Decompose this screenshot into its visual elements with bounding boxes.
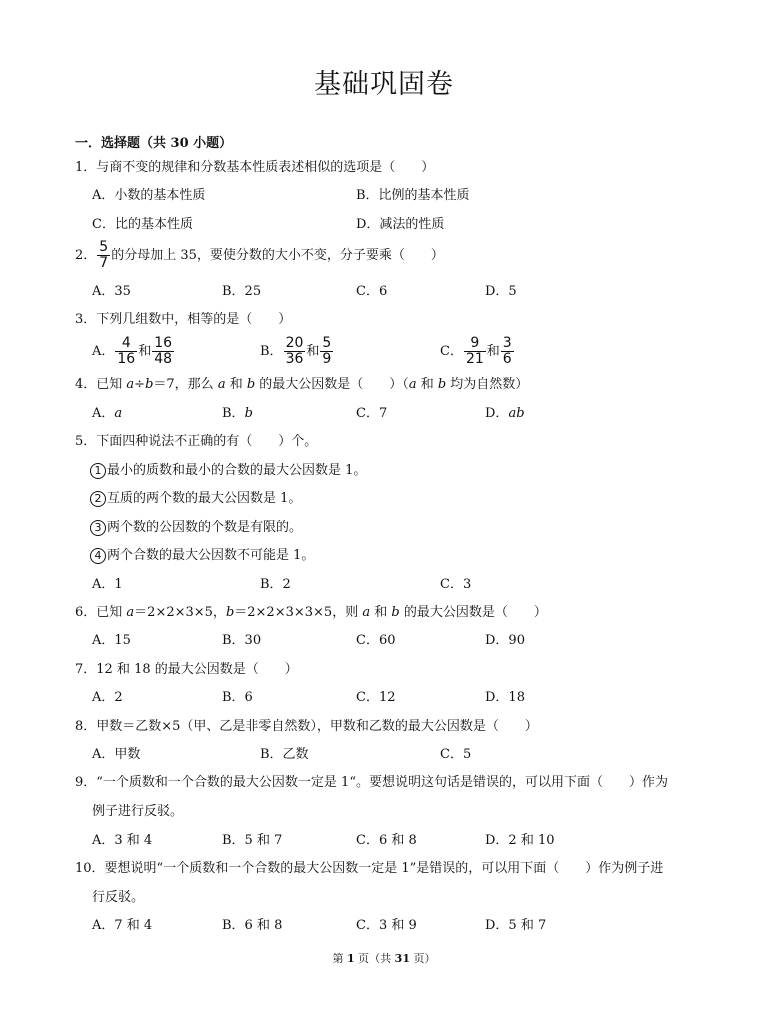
question-9-option-d: D．2 和 10	[485, 833, 555, 848]
text: 均为自然数）	[446, 377, 529, 392]
text: 和	[370, 605, 392, 620]
question-2-option-d: D．5	[485, 284, 517, 299]
circled-number: 1	[90, 463, 106, 479]
fraction	[464, 336, 486, 367]
option-label: A．	[92, 406, 115, 421]
text: ＝2×2×3×5，	[134, 605, 226, 620]
var-a: a	[217, 377, 226, 392]
question-5-statement-2	[90, 490, 301, 508]
question-6-stem	[75, 604, 547, 622]
question-7-option-d: D．18	[485, 690, 525, 705]
question-9-stem-line-1: 9．“一个质数和一个合数的最大公因数一定是 1“。要想说明这句话是错误的，可以用下面（ ）作为	[75, 775, 668, 790]
var-b: b	[145, 377, 154, 392]
question-5-option-c: C．3	[440, 577, 472, 592]
question-10-option-c: C．3 和 9	[356, 918, 417, 933]
question-8-option-a: A．甲数	[92, 747, 141, 762]
question-2-text: 的分母加上 35，要使分数的大小不变，分子要乘（ ）	[111, 248, 444, 263]
question-10-option-d: D．5 和 7	[485, 918, 547, 933]
question-4-stem	[75, 376, 528, 394]
question-2-stem	[75, 240, 444, 272]
numerator: 20	[285, 335, 304, 351]
var-b: b	[437, 377, 447, 392]
question-10-option-b: B．6 和 8	[222, 918, 283, 933]
question-5-statement-3	[90, 519, 302, 537]
question-1-option-d: D．减法的性质	[356, 217, 445, 232]
page-title: 基础巩固卷	[314, 69, 454, 100]
var-a: a	[126, 605, 135, 620]
var-b: b	[246, 377, 256, 392]
question-6-option-d: D．90	[485, 633, 525, 648]
denominator: 9	[322, 351, 332, 367]
question-2-option-c: C．6	[356, 284, 388, 299]
question-4-option-a	[92, 405, 122, 423]
numerator: 5	[322, 335, 332, 351]
question-4-option-c: C．7	[356, 406, 388, 421]
text: 的最大公因数是（ ）（	[255, 377, 409, 392]
divide-sign: ÷	[134, 377, 146, 392]
numerator: 5	[99, 239, 109, 255]
question-3-option-a	[92, 336, 175, 368]
denominator: 16	[117, 351, 136, 367]
question-3-option-b	[260, 336, 334, 368]
question-3-stem: 3．下列几组数中，相等的是（ ）	[75, 312, 292, 327]
question-10-option-a: A．7 和 4	[92, 918, 153, 933]
fraction	[115, 336, 137, 367]
var-a: a	[362, 605, 371, 620]
numerator: 4	[115, 336, 137, 352]
question-10-stem-line-2: 行反驳。	[92, 890, 145, 905]
numerator: 3	[502, 335, 512, 351]
question-1-stem: 1．与商不变的规律和分数基本性质表述相似的选项是（ ）	[75, 160, 435, 175]
text: 和	[416, 377, 438, 392]
statement-text: 两个数的公因数的个数是有限的。	[107, 520, 303, 535]
and-text: 和	[486, 344, 500, 359]
question-6-option-b: B．30	[222, 633, 262, 648]
question-2-option-b: B．25	[222, 284, 262, 299]
question-1-option-a: A．小数的基本性质	[92, 188, 206, 203]
question-5-statement-1	[90, 462, 366, 480]
text: ＝2×2×3×3×5，则	[234, 605, 363, 620]
option-label: B．	[260, 344, 283, 359]
question-6-option-c: C．60	[356, 633, 396, 648]
question-8-stem: 8．甲数＝乙数×5（甲、乙是非零自然数），甲数和乙数的最大公因数是（ ）	[75, 719, 538, 734]
question-6-option-a: A．15	[92, 633, 131, 648]
question-10-stem-line-1: 10．要想说明“一个质数和一个合数的最大公因数一定是 1”是错误的，可以用下面（ ）作为例子进	[75, 861, 664, 876]
circled-number: 4	[90, 548, 106, 564]
question-3-option-c	[440, 336, 515, 368]
question-9-stem-line-2: 例子进行反驳。	[92, 804, 184, 819]
question-4-option-b	[222, 405, 253, 423]
numerator: 16	[154, 335, 173, 351]
text: ＝7，那么	[153, 377, 218, 392]
fraction	[284, 336, 306, 367]
current-page: 1	[347, 952, 355, 965]
denominator: 36	[285, 351, 304, 367]
fraction	[320, 336, 333, 367]
question-9-option-c: C．6 和 8	[356, 833, 417, 848]
statement-text: 互质的两个数的最大公因数是 1。	[107, 491, 302, 506]
question-8-option-b: B．乙数	[260, 747, 309, 762]
question-5-option-b: B．2	[260, 577, 291, 592]
numerator: 9	[464, 336, 486, 352]
fraction	[152, 336, 174, 367]
question-8-option-c: C．5	[440, 747, 472, 762]
question-9-option-b: B．5 和 7	[222, 833, 283, 848]
text: 页（共	[354, 952, 395, 965]
question-5-statement-4	[90, 547, 314, 565]
text: 的最大公因数是（ ）	[399, 605, 547, 620]
text: 页）	[409, 952, 436, 965]
question-4-option-d	[485, 405, 525, 423]
total-pages: 31	[394, 952, 410, 965]
var-b: b	[225, 605, 235, 620]
question-5-stem: 5．下面四种说法不正确的有（ ）个。	[75, 434, 318, 449]
question-7-option-c: C．12	[356, 690, 396, 705]
text: 4．已知	[75, 377, 127, 392]
text: 和	[225, 377, 247, 392]
option-value: ab	[508, 406, 525, 421]
denominator: 48	[154, 351, 173, 367]
option-label: B．	[222, 406, 245, 421]
page-footer	[0, 950, 768, 966]
text: 6．已知	[75, 605, 127, 620]
question-5-option-a: A．1	[92, 577, 123, 592]
section-heading: 一．选择题（共 30 小题）	[75, 136, 233, 151]
question-1-option-b: B．比例的基本性质	[356, 188, 470, 203]
and-text: 和	[306, 344, 320, 359]
fraction-5-7	[97, 240, 110, 271]
denominator: 7	[99, 255, 109, 271]
denominator: 6	[502, 351, 512, 367]
statement-text: 最小的质数和最小的合数的最大公因数是 1。	[107, 463, 367, 478]
question-7-option-b: B．6	[222, 690, 253, 705]
statement-text: 两个合数的最大公因数不可能是 1。	[107, 548, 315, 563]
question-2-option-a: A．35	[92, 284, 131, 299]
option-label: D．	[485, 406, 509, 421]
option-label: A．	[92, 344, 115, 359]
and-text: 和	[138, 344, 152, 359]
var-a: a	[408, 377, 417, 392]
circled-number: 3	[90, 520, 106, 536]
denominator: 21	[465, 351, 484, 367]
option-label: C．	[440, 344, 463, 359]
question-9-option-a: A．3 和 4	[92, 833, 153, 848]
option-value: a	[114, 406, 123, 421]
question-7-option-a: A．2	[92, 690, 123, 705]
question-1-option-c: C．比的基本性质	[92, 217, 193, 232]
var-b: b	[391, 605, 400, 620]
var-a: a	[126, 377, 135, 392]
question-7-stem: 7．12 和 18 的最大公因数是（ ）	[75, 662, 298, 677]
text: 第	[332, 952, 348, 965]
question-2-number: 2．	[75, 248, 97, 263]
circled-number: 2	[90, 491, 106, 507]
fraction	[501, 336, 514, 367]
option-value: b	[244, 406, 253, 421]
